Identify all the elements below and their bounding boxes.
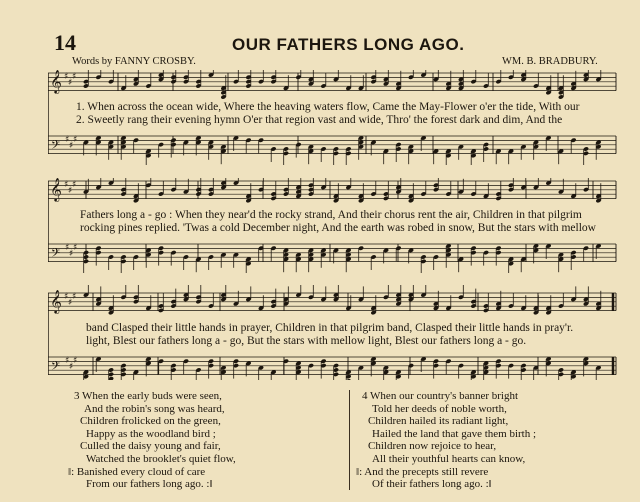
note-group <box>83 243 602 273</box>
sharp-icon: ♯ <box>73 356 78 366</box>
staff <box>48 244 616 262</box>
verse-line: Hailed the land that gave them birth ; <box>372 427 537 440</box>
sharp-icon: ♯ <box>69 362 74 372</box>
lyric-line-verse-2: rocking pines replied. 'Twas a cold December night, And the earth was robed in snow, But the stars with mellow <box>80 222 596 234</box>
sharp-icon: ♯ <box>65 243 70 253</box>
lyric-line-verse-1: Fathers long a - go : When they near'd the rocky strand, And their chorus rent the air, Children in that pilgrim <box>80 209 582 221</box>
note-group <box>83 70 602 100</box>
song-title: OUR FATHERS LONG AGO. <box>232 35 465 54</box>
verse-line: Of their fathers long ago. :‖ <box>372 478 492 491</box>
verse-3 <box>68 390 236 491</box>
lyric-line-verse-1: band Clasped their little hands in prayer, Children in that pilgrim band, Clasped their little hands in pray'r. <box>86 322 574 334</box>
sharp-icon: ♯ <box>69 249 74 259</box>
treble-clef-icon: 𝄞 <box>50 70 62 93</box>
sharp-icon: ♯ <box>69 141 74 151</box>
verse-line: 4 When our country's banner bright <box>362 390 519 402</box>
bass-clef-icon: 𝄢 <box>51 247 61 263</box>
lyricist-credit: Words by FANNY CROSBY. <box>72 56 196 67</box>
bass-clef-icon: 𝄢 <box>51 360 61 376</box>
verse-line: Children hailed its radiant light, <box>368 415 509 428</box>
staff <box>48 73 616 91</box>
sharp-icon: ♯ <box>64 72 69 82</box>
verse-line: Children frolicked on the green, <box>80 415 221 428</box>
page-number: 14 <box>54 30 76 55</box>
verse-line: All their youthful hearts can know, <box>372 452 526 465</box>
sharp-icon: ♯ <box>68 298 73 308</box>
verse-line: Culled the daisy young and fair, <box>80 440 221 453</box>
verse-line: From our fathers long ago. :‖ <box>86 478 213 491</box>
verse-divider <box>349 390 350 490</box>
lyric-line-verse-1: 1. When across the ocean wide, Where the heaving waters flow, Came the May-Flower o'er the tide, With our <box>76 101 580 113</box>
sharp-icon: ♯ <box>68 186 73 196</box>
verse-line: And the robin's song was heard, <box>84 402 225 415</box>
sharp-icon: ♯ <box>64 292 69 302</box>
verse-line: Happy as the woodland bird ; <box>86 427 216 440</box>
staff <box>48 181 616 199</box>
note-group <box>83 135 602 165</box>
staff <box>48 293 616 311</box>
verse-line: Watched the brooklet's quiet flow, <box>86 452 236 465</box>
lyric-line-verse-2: 2. Sweetly rang their evening hymn O'er that region vast and wide, Thro' the forest dark and dim, And the <box>76 114 563 126</box>
note-group <box>83 178 602 203</box>
sharp-icon: ♯ <box>72 180 77 190</box>
sharp-icon: ♯ <box>72 72 77 82</box>
verse-line: ‖: And the precepts still revere <box>356 465 489 478</box>
treble-clef-icon: 𝄞 <box>50 289 62 313</box>
sharp-icon: ♯ <box>65 356 70 366</box>
sharp-icon: ♯ <box>64 180 69 190</box>
staff <box>48 136 616 154</box>
bass-clef-icon: 𝄢 <box>51 139 61 155</box>
verse-4 <box>356 390 537 491</box>
composer-credit: WM. B. BRADBURY. <box>502 56 598 67</box>
treble-clef-icon: 𝄞 <box>50 178 62 201</box>
sharp-icon: ♯ <box>73 243 78 253</box>
verse-line: Children now rejoice to hear, <box>368 440 497 453</box>
sharp-icon: ♯ <box>65 135 70 145</box>
verse-line: 3 When the early buds were seen, <box>74 390 222 402</box>
verse-line: ‖: Banished every cloud of care <box>68 465 206 478</box>
sharp-icon: ♯ <box>68 78 73 88</box>
note-group <box>83 356 602 380</box>
lyric-line-verse-2: light, Blest our fathers long a - go, But the stars with mellow light, Blest our fathers long a - go. <box>86 335 527 347</box>
sharp-icon: ♯ <box>72 292 77 302</box>
sharp-icon: ♯ <box>73 135 78 145</box>
staff <box>48 357 616 375</box>
verse-line: Told her deeds of noble worth, <box>372 402 507 415</box>
